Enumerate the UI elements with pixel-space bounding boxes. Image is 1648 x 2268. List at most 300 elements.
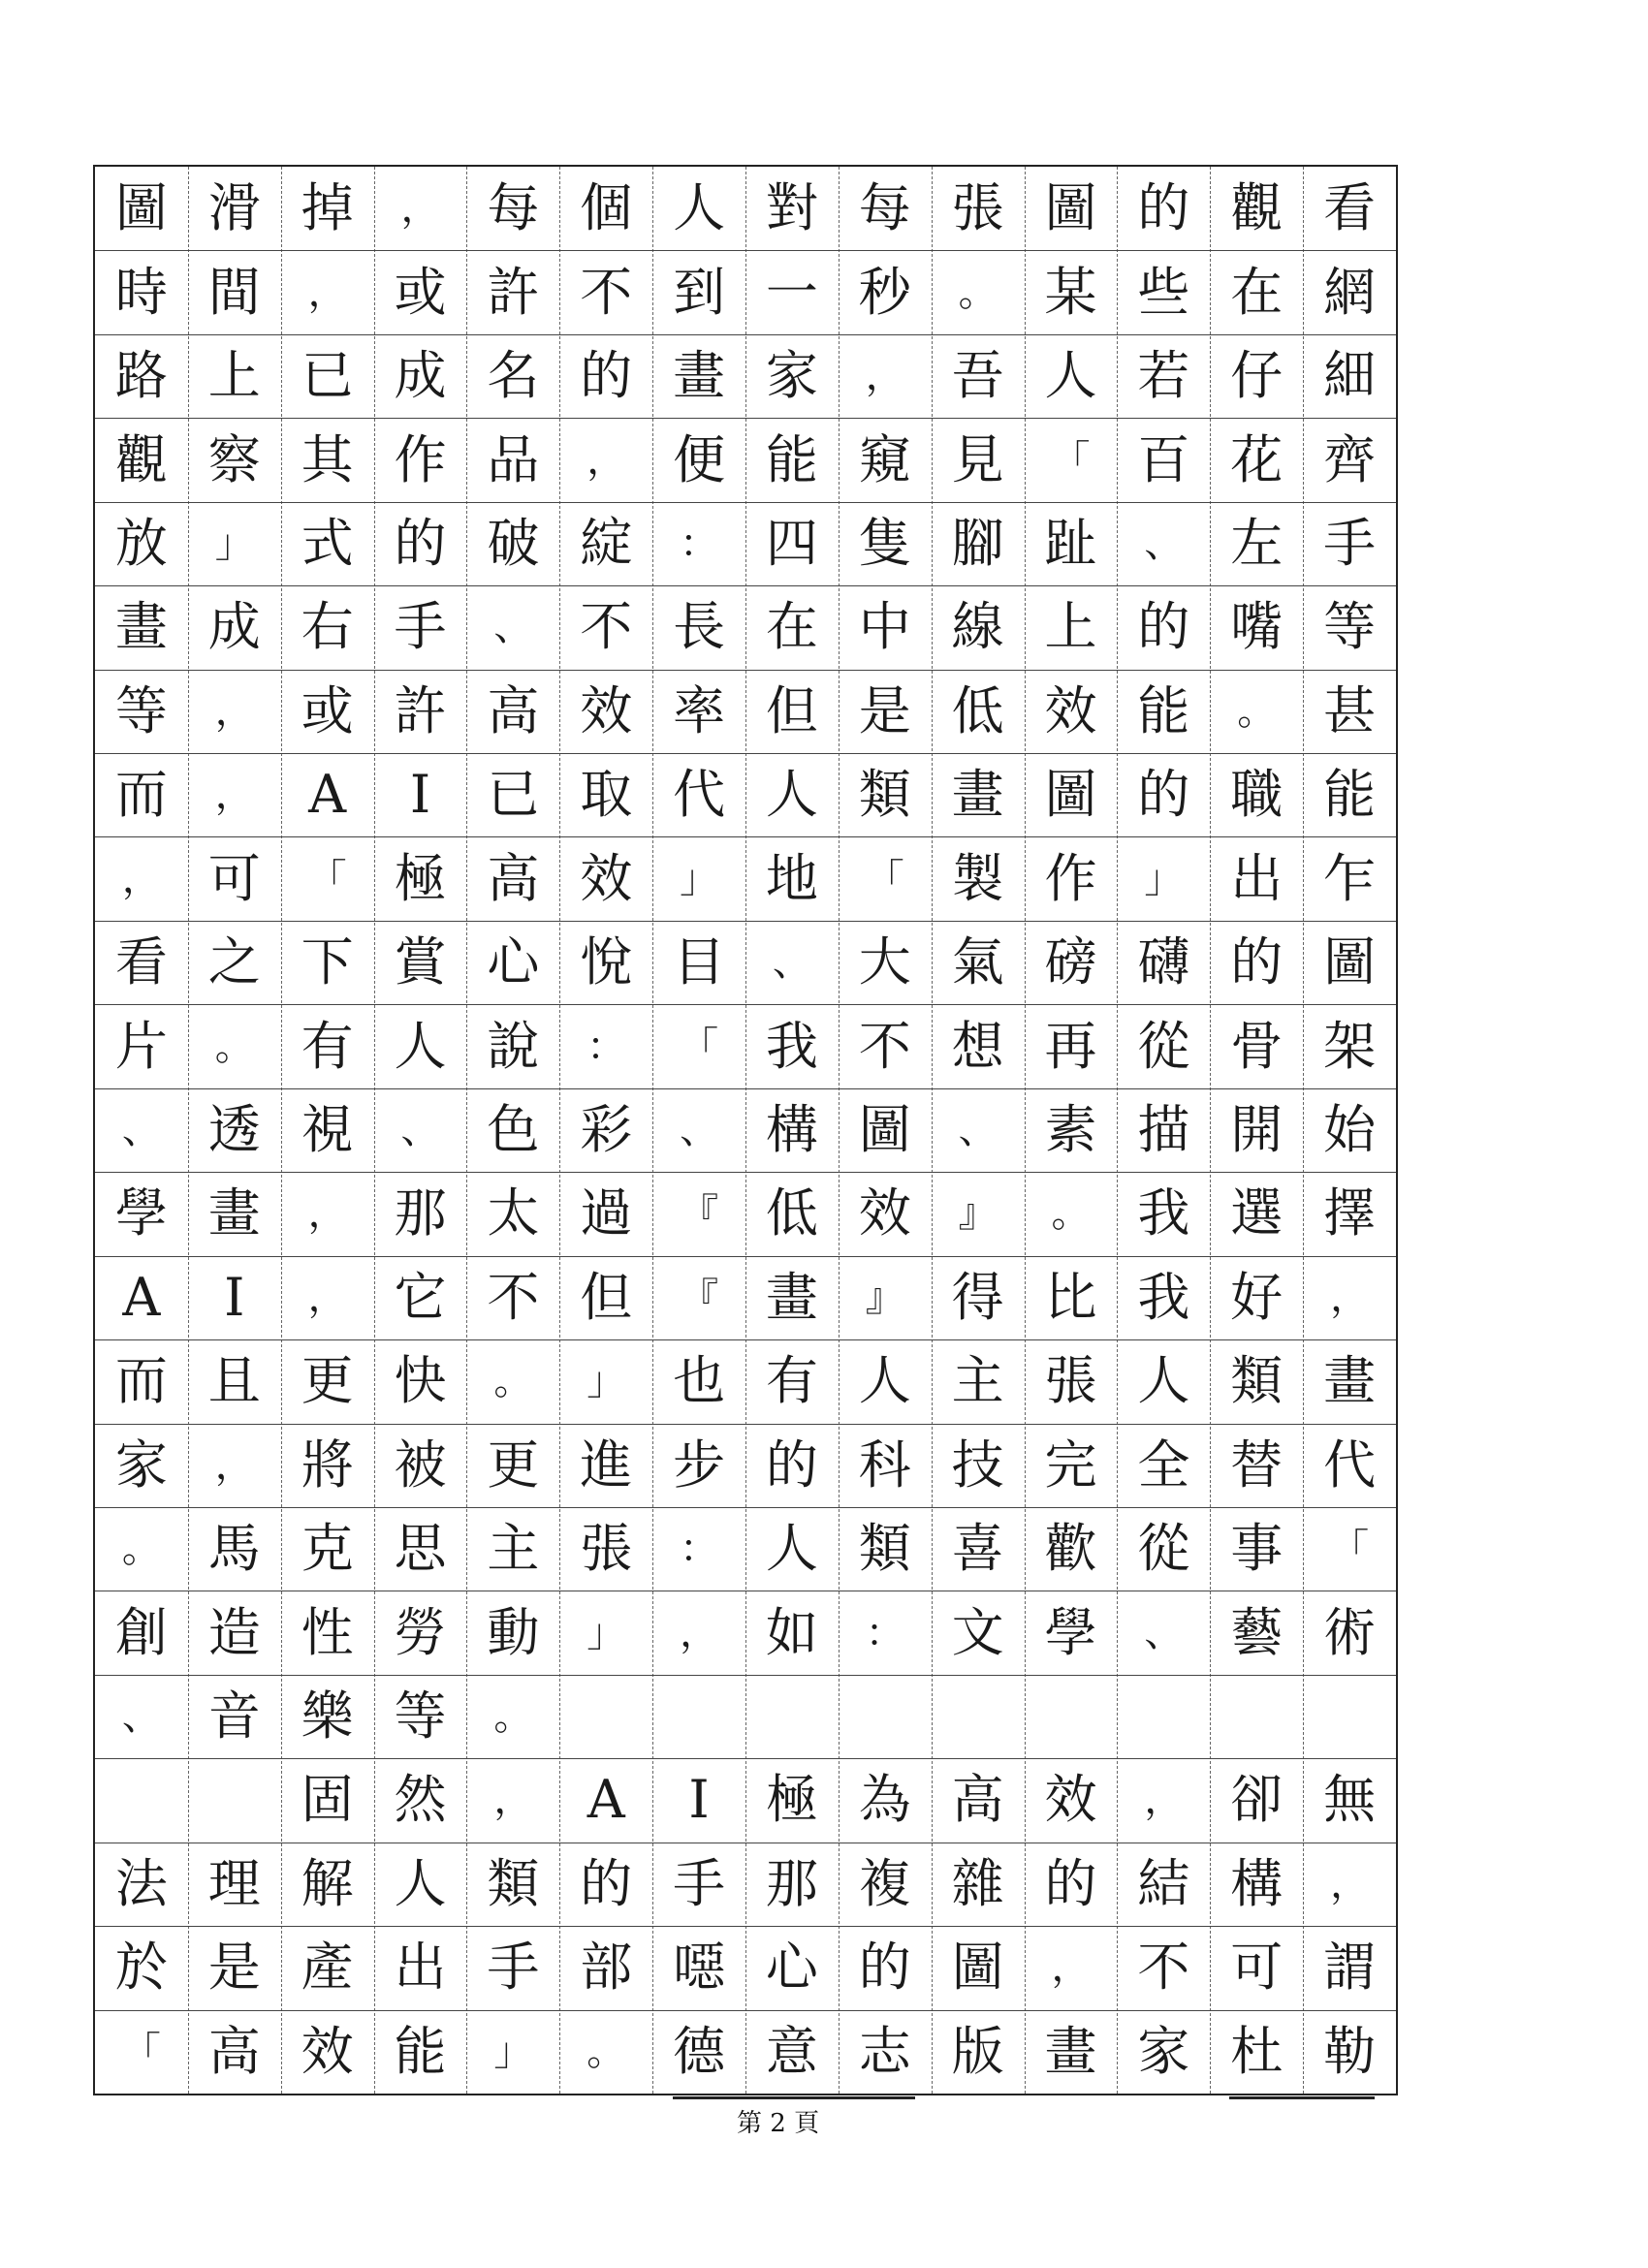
grid-cell: 不 [1137,1937,1190,1999]
grid-cell: 在 [765,596,818,658]
grid-cell: 手 [1323,512,1377,574]
grid-cell: 也 [673,1350,726,1412]
grid-cell: 骨 [1230,1015,1284,1077]
grid-cell: 窺 [858,428,911,490]
grid-cell: 網 [1323,261,1377,323]
grid-cell: 馬 [207,1518,261,1580]
grid-cell: 卻 [1230,1769,1284,1831]
grid-cell: 結 [1137,1852,1190,1914]
grid-cell: 歡 [1044,1518,1097,1580]
grid-cell: 、 [958,1107,998,1152]
grid-cell: 職 [1230,764,1284,826]
footer-rule-right [1229,2096,1375,2099]
grid-cell: 滑 [207,177,261,239]
grid-cell: 到 [673,261,726,323]
grid-cell: 磅 [1044,931,1097,993]
grid-cell: 間 [207,261,261,323]
grid-cell: 畫 [114,596,168,658]
grid-cell: 、 [121,1694,161,1740]
grid-cell: 的 [1137,177,1190,239]
grid-cell: 意 [765,2020,818,2082]
grid-row [95,1004,1396,1087]
grid-cell: 思 [394,1518,447,1580]
grid-cell: 、 [1144,1610,1184,1655]
grid-cell: 的 [858,1937,911,1999]
grid-cell: 音 [207,1685,261,1748]
grid-cell: 「 [865,856,904,901]
grid-cell: 構 [1230,1852,1284,1914]
grid-cell: 張 [1044,1350,1097,1412]
grid-row [95,1339,1396,1423]
grid-cell: 人 [1137,1350,1190,1412]
grid-cell: 』 [865,1275,904,1320]
grid-cell: 個 [580,177,633,239]
grid-cell: 成 [394,345,447,407]
grid-cell: ， [493,1778,533,1823]
grid-cell: 法 [114,1852,168,1914]
grid-cell: 或 [394,261,447,323]
grid-cell [652,1675,745,1758]
grid-cell: ： [680,520,719,566]
grid-cell: 隻 [858,512,911,574]
grid-row [95,1675,1396,1758]
grid-cell: 科 [858,1433,911,1496]
grid-cell: 齊 [1323,428,1377,490]
grid-cell: 「 [1330,1527,1370,1572]
grid-cell: 。 [586,2029,626,2074]
grid-cell: 、 [121,1107,161,1152]
grid-cell [1210,1675,1303,1758]
grid-cell: 部 [580,1937,633,1999]
grid-cell: 礴 [1137,931,1190,993]
grid-cell: 完 [1044,1433,1097,1496]
grid-cell: 然 [394,1769,447,1831]
grid-cell: ， [865,354,904,399]
grid-cell: I [224,1266,245,1328]
grid-cell: 若 [1137,345,1190,407]
grid-cell: 那 [394,1182,447,1244]
grid-cell: 」 [586,1359,626,1404]
grid-row [95,753,1396,836]
grid-cell: 更 [487,1433,540,1496]
grid-cell: A [122,1266,161,1328]
grid-cell: 解 [301,1852,354,1914]
grid-cell: 樂 [301,1685,354,1748]
grid-cell: 等 [114,679,168,741]
grid-cell: 有 [765,1350,818,1412]
grid-cell: 而 [114,1350,168,1412]
grid-cell: 許 [487,261,540,323]
grid-cell: 」 [680,856,719,901]
grid-row [95,1758,1396,1842]
grid-cell: 從 [1137,1518,1190,1580]
grid-cell: 人 [1044,345,1097,407]
grid-row [95,836,1396,920]
grid-cell: 於 [114,1937,168,1999]
grid-cell: 是 [207,1937,261,1999]
grid-cell: 固 [301,1769,354,1831]
footer-rule-left [673,2096,915,2099]
grid-cell: 勒 [1323,2020,1377,2082]
grid-cell: 再 [1044,1015,1097,1077]
grid-cell: 手 [673,1852,726,1914]
grid-cell: 等 [394,1685,447,1748]
grid-cell: 某 [1044,261,1097,323]
grid-cell: 我 [765,1015,818,1077]
grid-cell: 或 [301,679,354,741]
grid-cell: 便 [673,428,726,490]
grid-cell: 」 [1144,856,1184,901]
grid-cell: 且 [207,1350,261,1412]
grid-cell: 一 [765,261,818,323]
grid-cell: 品 [487,428,540,490]
page-number: 第 2 頁 [737,2109,820,2138]
grid-cell: 取 [580,764,633,826]
grid-cell: 「 [307,856,347,901]
grid-cell: 有 [301,1015,354,1077]
grid-cell: 家 [114,1433,168,1496]
grid-row [95,1424,1396,1507]
grid-cell: 過 [580,1182,633,1244]
grid-cell: 看 [1323,177,1377,239]
grid-cell: ， [214,772,254,818]
grid-cell: 理 [207,1852,261,1914]
grid-cell: 綻 [580,512,633,574]
grid-cell: 仔 [1230,345,1284,407]
grid-cell: 每 [858,177,911,239]
grid-cell: 人 [765,1518,818,1580]
grid-cell: 圖 [1044,764,1097,826]
grid-cell: 更 [301,1350,354,1412]
grid-row [95,1926,1396,2009]
grid-cell: 對 [765,177,818,239]
grid-cell: 畫 [673,345,726,407]
grid-cell: 悅 [580,931,633,993]
grid-cell: 造 [207,1601,261,1663]
grid-cell: 、 [680,1107,719,1152]
grid-cell: 。 [1051,1191,1091,1237]
grid-cell: 素 [1044,1098,1097,1160]
grid-row [95,670,1396,753]
grid-cell: 低 [765,1182,818,1244]
grid-cell: 左 [1230,512,1284,574]
grid-cell: 上 [1044,596,1097,658]
grid-cell [839,1675,932,1758]
grid-cell: 家 [1137,2020,1190,2082]
grid-cell: 『 [680,1191,719,1237]
grid-cell: ， [307,269,347,315]
grid-cell: 秒 [858,261,911,323]
grid-cell: 能 [394,2020,447,2082]
grid-cell: 細 [1323,345,1377,407]
grid-cell: 為 [858,1769,911,1831]
grid-cell: I [409,764,431,826]
grid-cell: 圖 [114,177,168,239]
grid-cell: 噁 [673,1937,726,1999]
grid-cell: ， [214,1442,254,1488]
grid-cell: 線 [951,596,1004,658]
grid-cell: 之 [207,931,261,993]
grid-cell: 心 [765,1937,818,1999]
grid-cell: 賞 [394,931,447,993]
grid-row [95,1088,1396,1172]
grid-cell: 是 [858,679,911,741]
grid-cell: 比 [1044,1266,1097,1328]
grid-row [95,167,1396,250]
grid-cell: 開 [1230,1098,1284,1160]
grid-cell: 的 [1230,931,1284,993]
grid-cell: 類 [858,1518,911,1580]
grid-cell: ， [1051,1945,1091,1991]
grid-row [95,1591,1396,1674]
grid-cell: 極 [394,847,447,909]
grid-cell: 藝 [1230,1601,1284,1663]
grid-cell: 志 [858,2020,911,2082]
grid-cell: 替 [1230,1433,1284,1496]
grid-cell: 地 [765,847,818,909]
grid-cell: 製 [951,847,1004,909]
grid-row [95,1843,1396,1926]
manuscript-grid [93,165,1398,2095]
grid-cell: 的 [1044,1852,1097,1914]
grid-cell: 的 [1137,596,1190,658]
grid-cell: 創 [114,1601,168,1663]
grid-cell: 每 [487,177,540,239]
grid-cell: 無 [1323,1769,1377,1831]
grid-cell: ， [1144,1778,1184,1823]
grid-cell: 不 [580,596,633,658]
grid-cell: 已 [487,764,540,826]
grid-cell: 產 [301,1937,354,1999]
grid-cell: 畫 [765,1266,818,1328]
grid-cell: 。 [214,1024,254,1069]
grid-cell: 片 [114,1015,168,1077]
grid-cell: 效 [580,847,633,909]
grid-cell: 人 [394,1852,447,1914]
grid-cell: 圖 [1044,177,1097,239]
grid-cell: 主 [951,1350,1004,1412]
grid-row [95,2010,1396,2094]
grid-cell: 能 [1323,764,1377,826]
grid-cell: 百 [1137,428,1190,490]
grid-cell: 效 [580,679,633,741]
grid-cell: ， [1330,1861,1370,1906]
grid-cell: 我 [1137,1266,1190,1328]
grid-cell: 可 [207,847,261,909]
grid-cell: 下 [301,931,354,993]
grid-cell: 』 [958,1191,998,1237]
grid-cell: 人 [394,1015,447,1077]
grid-cell: 可 [1230,1937,1284,1999]
grid-cell: 性 [301,1601,354,1663]
grid-cell: 色 [487,1098,540,1160]
grid-row [95,1172,1396,1255]
grid-cell: 學 [114,1182,168,1244]
grid-cell: 構 [765,1098,818,1160]
grid-cell: 克 [301,1518,354,1580]
grid-cell: 文 [951,1601,1004,1663]
grid-cell: 畫 [1323,1350,1377,1412]
grid-cell: 乍 [1323,847,1377,909]
grid-cell: 手 [487,1937,540,1999]
grid-cell: 謂 [1323,1937,1377,1999]
grid-cell: ： [865,1610,904,1655]
grid-cell: 畫 [951,764,1004,826]
grid-cell [559,1675,652,1758]
grid-cell: 出 [394,1937,447,1999]
grid-cell: 成 [207,596,261,658]
grid-row [95,418,1396,501]
grid-cell: ， [307,1191,347,1237]
grid-cell: 不 [858,1015,911,1077]
grid-cell: 圖 [858,1098,911,1160]
grid-cell: 。 [493,1359,533,1404]
grid-cell: 式 [301,512,354,574]
grid-cell: ： [586,1024,626,1069]
grid-cell: 、 [1144,520,1184,566]
grid-cell: 掉 [301,177,354,239]
grid-row [95,585,1396,669]
grid-cell: 花 [1230,428,1284,490]
grid-row [95,334,1396,418]
grid-cell: 學 [1044,1601,1097,1663]
grid-cell: 其 [301,428,354,490]
grid-cell: 快 [394,1350,447,1412]
grid-cell: 在 [1230,261,1284,323]
grid-cell [1117,1675,1210,1758]
grid-cell: 太 [487,1182,540,1244]
grid-cell: 張 [951,177,1004,239]
grid-cell: 視 [301,1098,354,1160]
grid-cell: 、 [772,940,811,986]
grid-cell: 類 [1230,1350,1284,1412]
grid-cell: 率 [673,679,726,741]
grid-cell: 上 [207,345,261,407]
grid-cell: 的 [1137,764,1190,826]
grid-cell: 目 [673,931,726,993]
grid-cell: 人 [858,1350,911,1412]
grid-cell: 全 [1137,1433,1190,1496]
grid-cell: 「 [680,1024,719,1069]
grid-cell: 高 [487,847,540,909]
grid-cell: 想 [951,1015,1004,1077]
grid-cell: 代 [1323,1433,1377,1496]
grid-cell: 圖 [951,1937,1004,1999]
grid-cell: 德 [673,2020,726,2082]
grid-cell: 趾 [1044,512,1097,574]
grid-cell: 從 [1137,1015,1190,1077]
grid-cell: 張 [580,1518,633,1580]
grid-cell: 將 [301,1433,354,1496]
grid-cell: 選 [1230,1182,1284,1244]
grid-cell: 破 [487,512,540,574]
grid-cell: A [586,1769,625,1831]
grid-cell: ， [307,1275,347,1320]
grid-cell: A [308,764,347,826]
grid-cell: 喜 [951,1518,1004,1580]
grid-cell: 杜 [1230,2020,1284,2082]
grid-cell: 的 [580,345,633,407]
grid-cell: 心 [487,931,540,993]
grid-cell [188,1758,281,1842]
grid-cell: 吾 [951,345,1004,407]
grid-cell: 」 [586,1610,626,1655]
grid-cell: 中 [858,596,911,658]
grid-cell: 彩 [580,1098,633,1160]
grid-cell: 如 [765,1601,818,1663]
grid-cell: 嘴 [1230,596,1284,658]
grid-cell: 說 [487,1015,540,1077]
grid-cell: 它 [394,1266,447,1328]
grid-cell: ， [680,1610,719,1655]
grid-cell: 那 [765,1852,818,1914]
grid-cell: 「 [1051,437,1091,483]
grid-cell: 術 [1323,1601,1377,1663]
grid-cell: 勞 [394,1601,447,1663]
grid-cell: 看 [114,931,168,993]
grid-cell: 架 [1323,1015,1377,1077]
grid-cell [932,1675,1025,1758]
grid-cell: 、 [493,605,533,650]
grid-cell: 我 [1137,1182,1190,1244]
grid-cell: 人 [765,764,818,826]
grid-cell: 畫 [207,1182,261,1244]
grid-cell: 而 [114,764,168,826]
grid-cell: 進 [580,1433,633,1496]
grid-cell: 「 [121,2029,161,2074]
grid-cell: ， [400,186,440,232]
grid-cell: 些 [1137,261,1190,323]
grid-cell: 時 [114,261,168,323]
grid-cell: 效 [301,2020,354,2082]
grid-cell: 高 [951,1769,1004,1831]
grid-cell: 等 [1323,596,1377,658]
grid-row [95,250,1396,333]
grid-cell: 。 [121,1527,161,1572]
grid-cell: 」 [214,520,254,566]
grid-cell: 極 [765,1769,818,1831]
grid-cell: 觀 [114,428,168,490]
grid-cell: 長 [673,596,726,658]
grid-cell: 許 [394,679,447,741]
grid-cell: ， [121,856,161,901]
grid-cell: 主 [487,1518,540,1580]
grid-cell: 低 [951,679,1004,741]
grid-cell: 但 [580,1266,633,1328]
grid-cell: 。 [958,269,998,315]
grid-cell: ， [214,688,254,734]
grid-cell: 出 [1230,847,1284,909]
grid-cell: 的 [394,512,447,574]
grid-cell: 觀 [1230,177,1284,239]
grid-cell: 效 [1044,679,1097,741]
grid-cell: 高 [487,679,540,741]
grid-cell: 作 [1044,847,1097,909]
grid-cell: 腳 [951,512,1004,574]
grid-cell: 得 [951,1266,1004,1328]
grid-row [95,1507,1396,1591]
grid-cell: 右 [301,596,354,658]
grid-cell: 人 [673,177,726,239]
grid-cell: 效 [858,1182,911,1244]
grid-cell: 見 [951,428,1004,490]
grid-row [95,1256,1396,1339]
grid-cell: 的 [580,1852,633,1914]
grid-cell: ， [586,437,626,483]
grid-cell [95,1758,188,1842]
grid-cell: 家 [765,345,818,407]
grid-cell: 、 [400,1107,440,1152]
